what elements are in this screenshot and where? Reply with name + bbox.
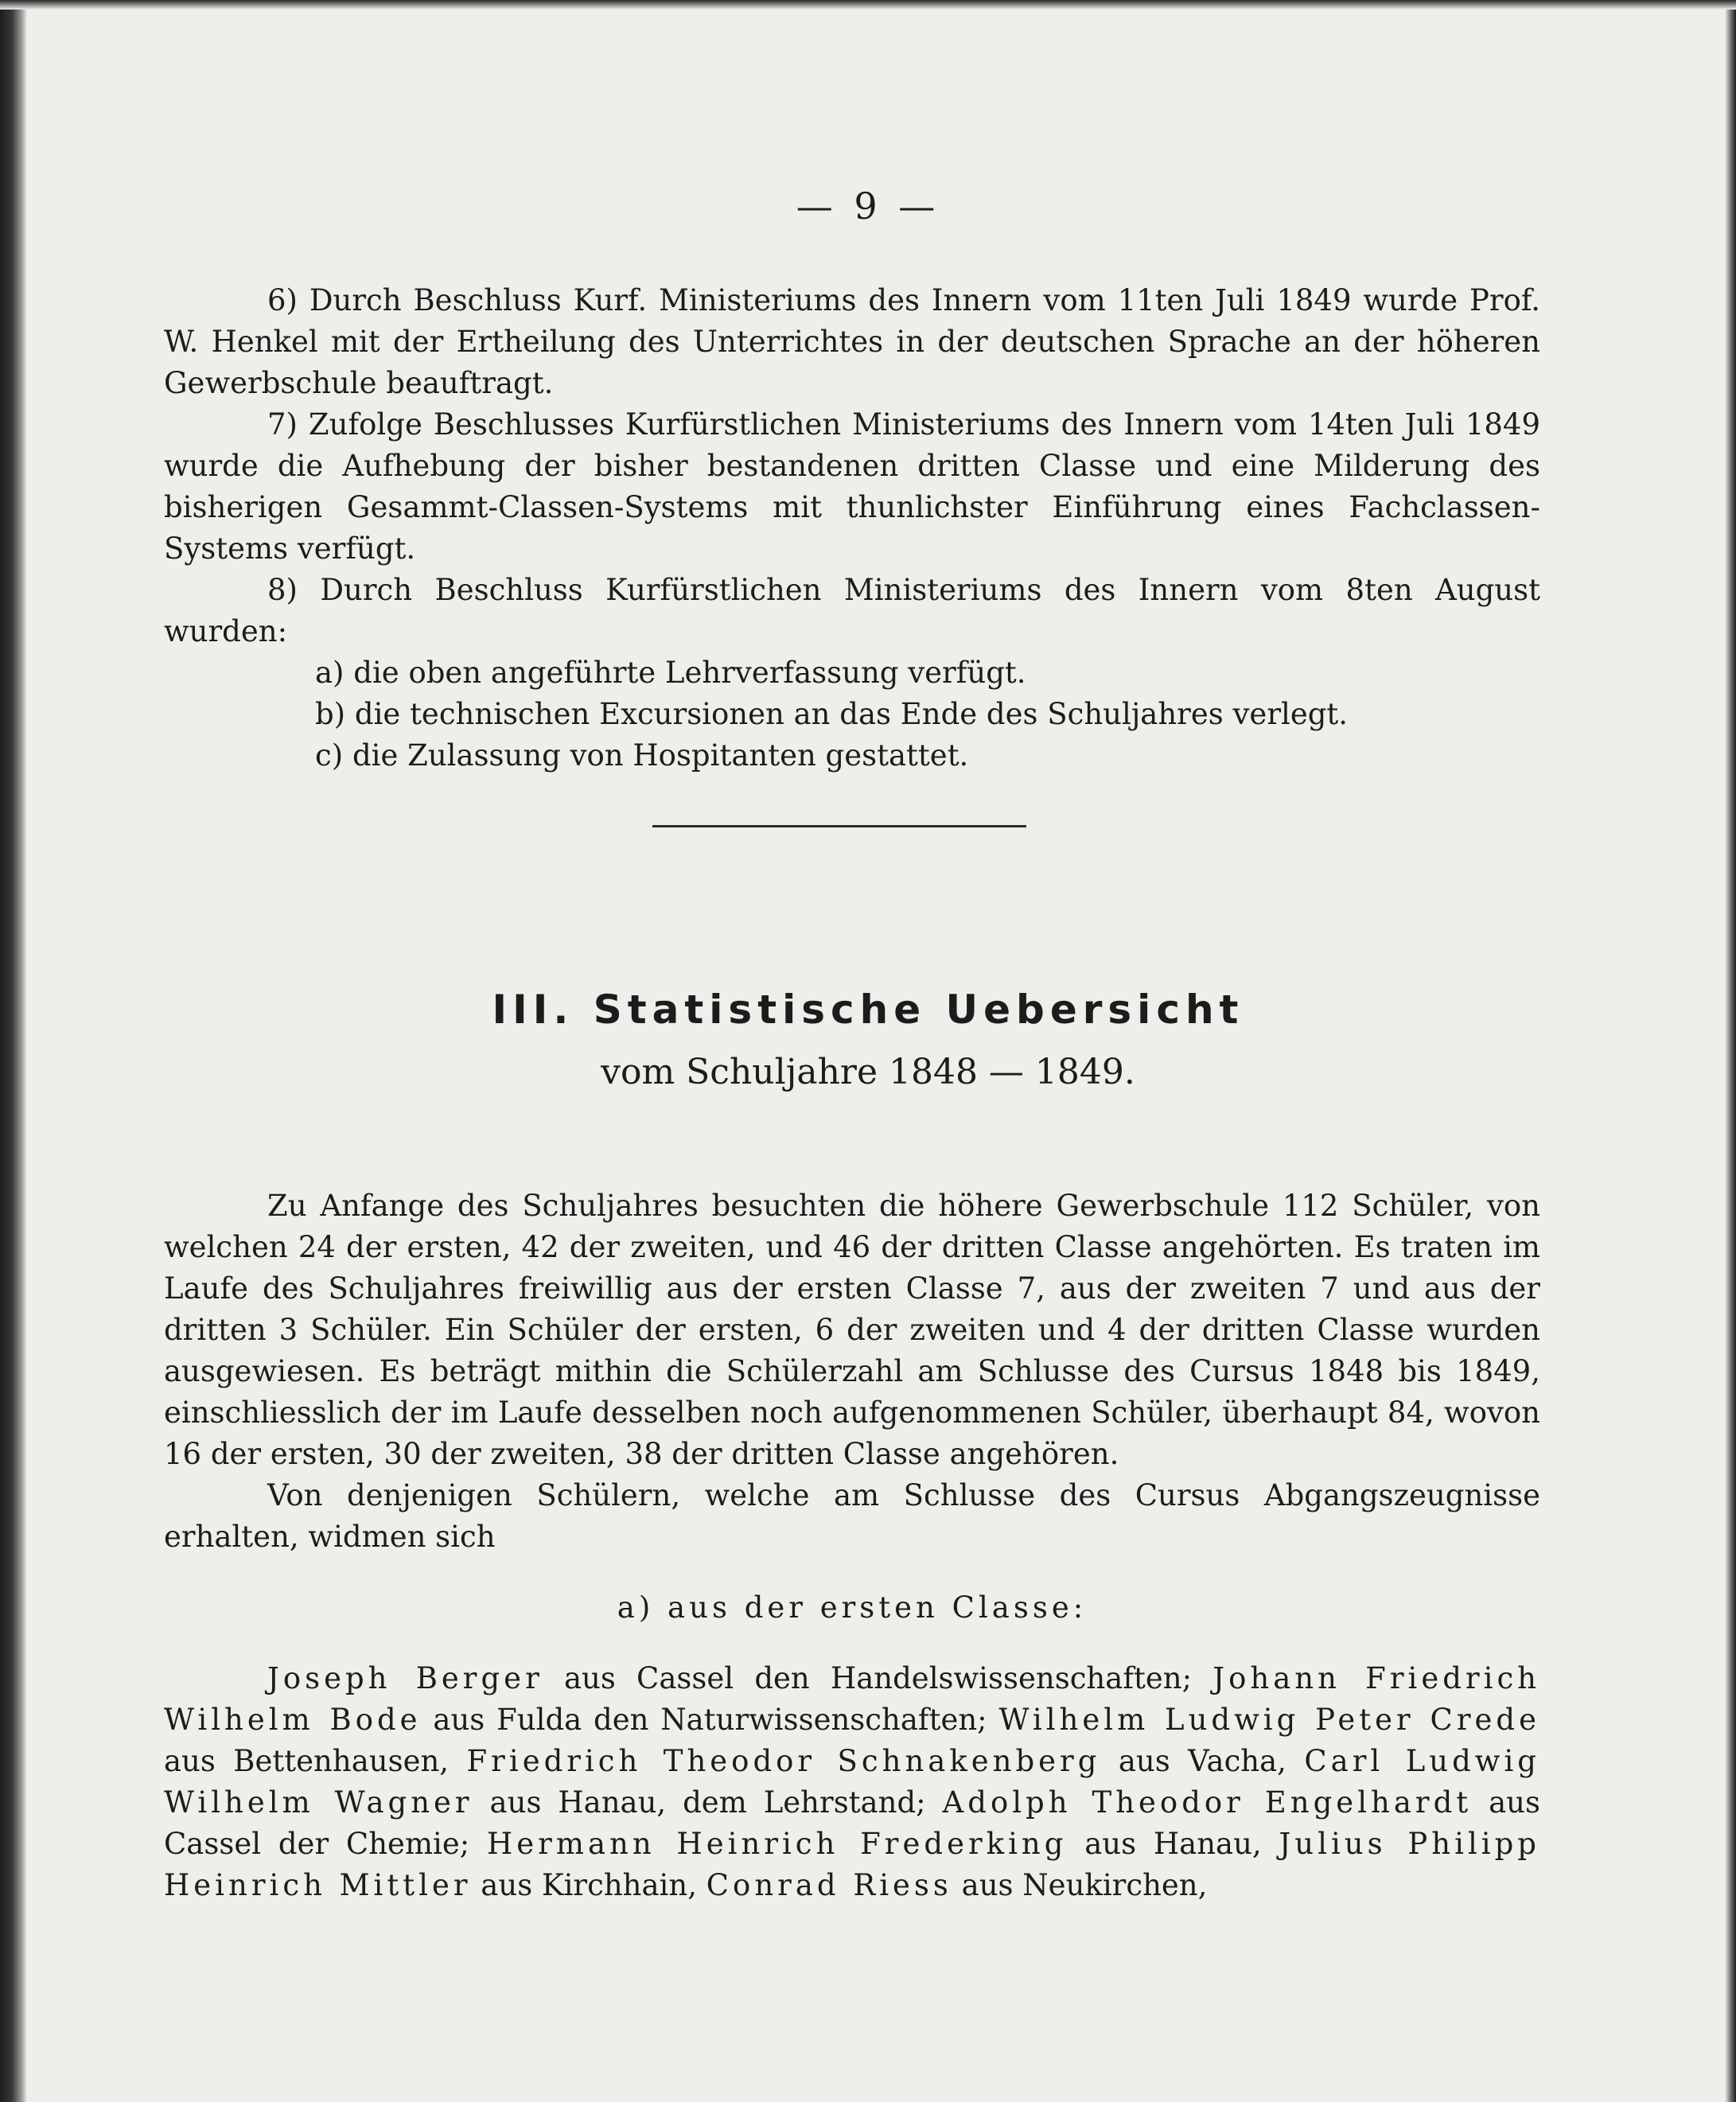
graduate-detail: aus Neukirchen, <box>952 1868 1208 1902</box>
graduates-intro: Von denjenigen Schülern, welche am Schlusse des Cursus Abgangszeugnisse erhalten, widmen sich <box>164 1478 1540 1554</box>
subitem-text: die oben angeführte Lehrverfassung verfügt. <box>353 656 1026 690</box>
decree-8-subitem-a <box>164 652 1540 694</box>
decree-8-subitem-b <box>164 694 1540 735</box>
subitem-text: die Zulassung von Hospitanten gestattet. <box>352 738 969 773</box>
graduate-name: Conrad Riess <box>706 1868 952 1902</box>
decree-8-subitem-c <box>164 735 1540 777</box>
page-number: — 9 — <box>796 185 940 228</box>
statistics-body <box>164 1185 1540 1906</box>
graduate-name: Hermann Heinrich Frederking <box>487 1827 1068 1861</box>
graduate-detail: aus Cassel den Handelswissenschaften; <box>543 1661 1213 1695</box>
statistics-paragraph: Zu Anfange des Schuljahres besuchten die höhere Gewerbschule 112 Schüler, von welchen 24 der ersten, 42 der zweiten, und 46 der dritten Classe angehörten. Es traten im Laufe des Schuljahres freiwillig aus der ersten Classe 7, aus der zweiten 7 und aus der dritten 3 Schüler. Ein Schüler der ersten, 6 der zweiten und 4 der dritten Classe wurden ausgewiesen. Es beträgt mithin die Schülerzahl am Schlusse des Cursus 1848 bis 1849, einschliesslich der im Laufe desselben noch aufgenommenen Schüler, überhaupt 84, wovon 16 der ersten, 30 der zweiten, 38 der dritten Classe angehören. <box>164 1189 1540 1471</box>
graduate-name: Johann Friedrich Wilhelm Bode <box>164 1661 1541 1737</box>
decree-label: 7) <box>267 407 298 442</box>
section-heading: III. Statistische Uebersicht <box>492 987 1244 1033</box>
graduate-detail: aus Cassel der Chemie; <box>164 1785 1540 1861</box>
scan-shadow-left <box>0 0 27 2102</box>
section-subheading: vom Schuljahre 1848 — 1849. <box>601 1052 1135 1092</box>
decree-list <box>164 280 1540 777</box>
graduate-detail: aus Vacha, <box>1100 1744 1305 1778</box>
graduate-name: Adolph Theodor Engelhardt <box>942 1785 1473 1820</box>
subitem-label: c) <box>315 738 344 773</box>
graduates-list <box>164 1658 1540 1906</box>
graduate-name: Wilhelm Ludwig Peter Crede <box>998 1703 1540 1737</box>
graduate-name: Friedrich Theodor Schnakenberg <box>466 1744 1101 1778</box>
scan-shadow-right <box>1725 0 1736 2102</box>
graduate-detail: aus Hanau, dem Lehrstand; <box>473 1785 943 1820</box>
graduate-name: Joseph Berger <box>267 1661 543 1695</box>
graduate-detail: aus Fulda den Naturwissenschaften; <box>421 1703 999 1737</box>
graduate-detail: aus Kirchhain, <box>471 1868 706 1902</box>
graduate-detail: aus Hanau, <box>1067 1827 1279 1861</box>
scan-shadow-top <box>0 0 1736 10</box>
decree-8 <box>164 570 1540 652</box>
decree-text: Durch Beschluss Kurf. Ministeriums des Innern vom 11ten Juli 1849 wurde Prof. W. Henkel mit der Ertheilung des Unterrichtes in der deutschen Sprache an der höheren Gewerbschule beauftragt. <box>164 283 1540 400</box>
decree-text: Zufolge Beschlusses Kurfürstlichen Ministeriums des Innern vom 14ten Juli 1849 wurde die Aufhebung der bisher bestandenen dritten Classe und eine Milderung des bisherigen Gesammt-Classen-Systems mit thunlichster Einführung eines Fachclassen-Systems verfügt. <box>164 407 1540 566</box>
subitem-label: a) <box>315 656 344 690</box>
decree-label: 6) <box>267 283 298 317</box>
decree-label: 8) <box>267 573 298 607</box>
subitem-text: die technischen Excursionen an das Ende des Schuljahres verlegt. <box>354 697 1349 731</box>
decree-7 <box>164 404 1540 570</box>
subitem-label: b) <box>315 697 346 731</box>
decree-text: Durch Beschluss Kurfürstlichen Ministeriums des Innern vom 8ten August wurden: <box>164 573 1540 648</box>
graduate-name: Carl Ludwig Wilhelm Wagner <box>164 1744 1540 1820</box>
decree-6 <box>164 280 1540 404</box>
graduate-detail: aus Bettenhausen, <box>164 1744 467 1778</box>
section-divider <box>652 825 1026 827</box>
graduate-name: Julius Philipp Heinrich Mittler <box>164 1827 1540 1902</box>
class-heading: a) aus der ersten Classe: <box>617 1590 1088 1625</box>
